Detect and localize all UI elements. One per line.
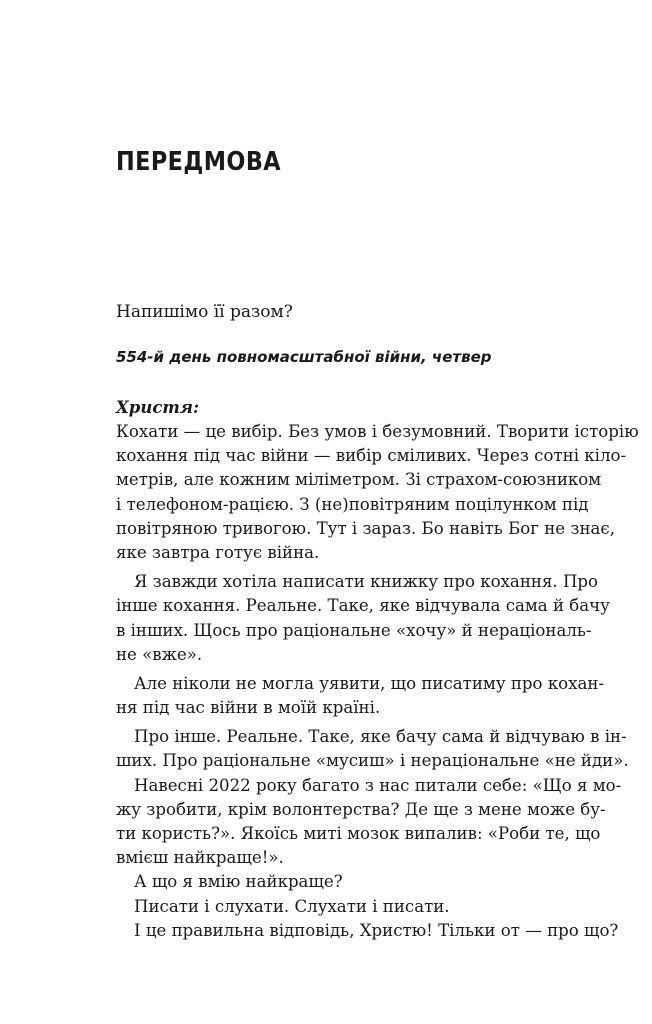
text-line: Писати і слухати. Слухати і писати. bbox=[134, 896, 450, 916]
text-line: Я завжди хотіла написати книжку про кохання. Про bbox=[134, 572, 599, 592]
opening-question: Напишімо її разом? bbox=[116, 302, 293, 322]
chapter-title: ПЕРЕДМОВА bbox=[116, 147, 282, 177]
text-line: інше кохання. Реальне. Таке, яке відчувала сама й бачу bbox=[116, 596, 610, 616]
text-line: жу зробити, крім волонтерства? Де ще з мене може бу- bbox=[116, 799, 606, 819]
body-text bbox=[116, 420, 639, 943]
text-line: Про інше. Реальне. Таке, яке бачу сама й відчуваю в ін- bbox=[134, 727, 627, 747]
text-line: вмієш найкраще!». bbox=[116, 848, 284, 868]
text-line: ших. Про раціональне «мусиш» і нераціональне «не йди». bbox=[116, 751, 629, 771]
text-line: ти користь?». Якоїсь миті мозок випалив: «Роби те, що bbox=[116, 824, 601, 843]
text-line: І це правильна відповідь, Христю! Тільки от — про що? bbox=[134, 920, 619, 940]
speaker-name: Христя: bbox=[116, 398, 200, 417]
text-line: кохання під час війни — вибір сміливих. Через сотні кіло- bbox=[116, 446, 627, 466]
text-line: повітряною тривогою. Тут і зараз. Бо навіть Бог не знає, bbox=[116, 518, 615, 538]
date-heading: 554-й день повномасштабної війни, четвер bbox=[116, 348, 492, 366]
text-line: ня під час війни в моїй країні. bbox=[116, 698, 381, 718]
text-line: в інших. Щось про раціональне «хочу» й нераціональ- bbox=[116, 620, 592, 640]
text-line: і телефоном-рацією. З (не)повітряним поцілунком під bbox=[116, 494, 589, 514]
text-line: А що я вмію найкраще? bbox=[134, 872, 343, 892]
text-line: Навесні 2022 року багато з нас питали себе: «Що я мо- bbox=[134, 775, 622, 795]
text-line: яке завтра готує війна. bbox=[116, 542, 320, 562]
text-line: Кохати — це вибір. Без умов і безумовний. Творити історію bbox=[116, 422, 639, 441]
text-line: не «вже». bbox=[116, 644, 203, 664]
text-line: Але ніколи не могла уявити, що писатиму про кохан- bbox=[134, 673, 605, 693]
text-line: метрів, але кожним міліметром. Зі страхом-союзником bbox=[116, 470, 602, 490]
